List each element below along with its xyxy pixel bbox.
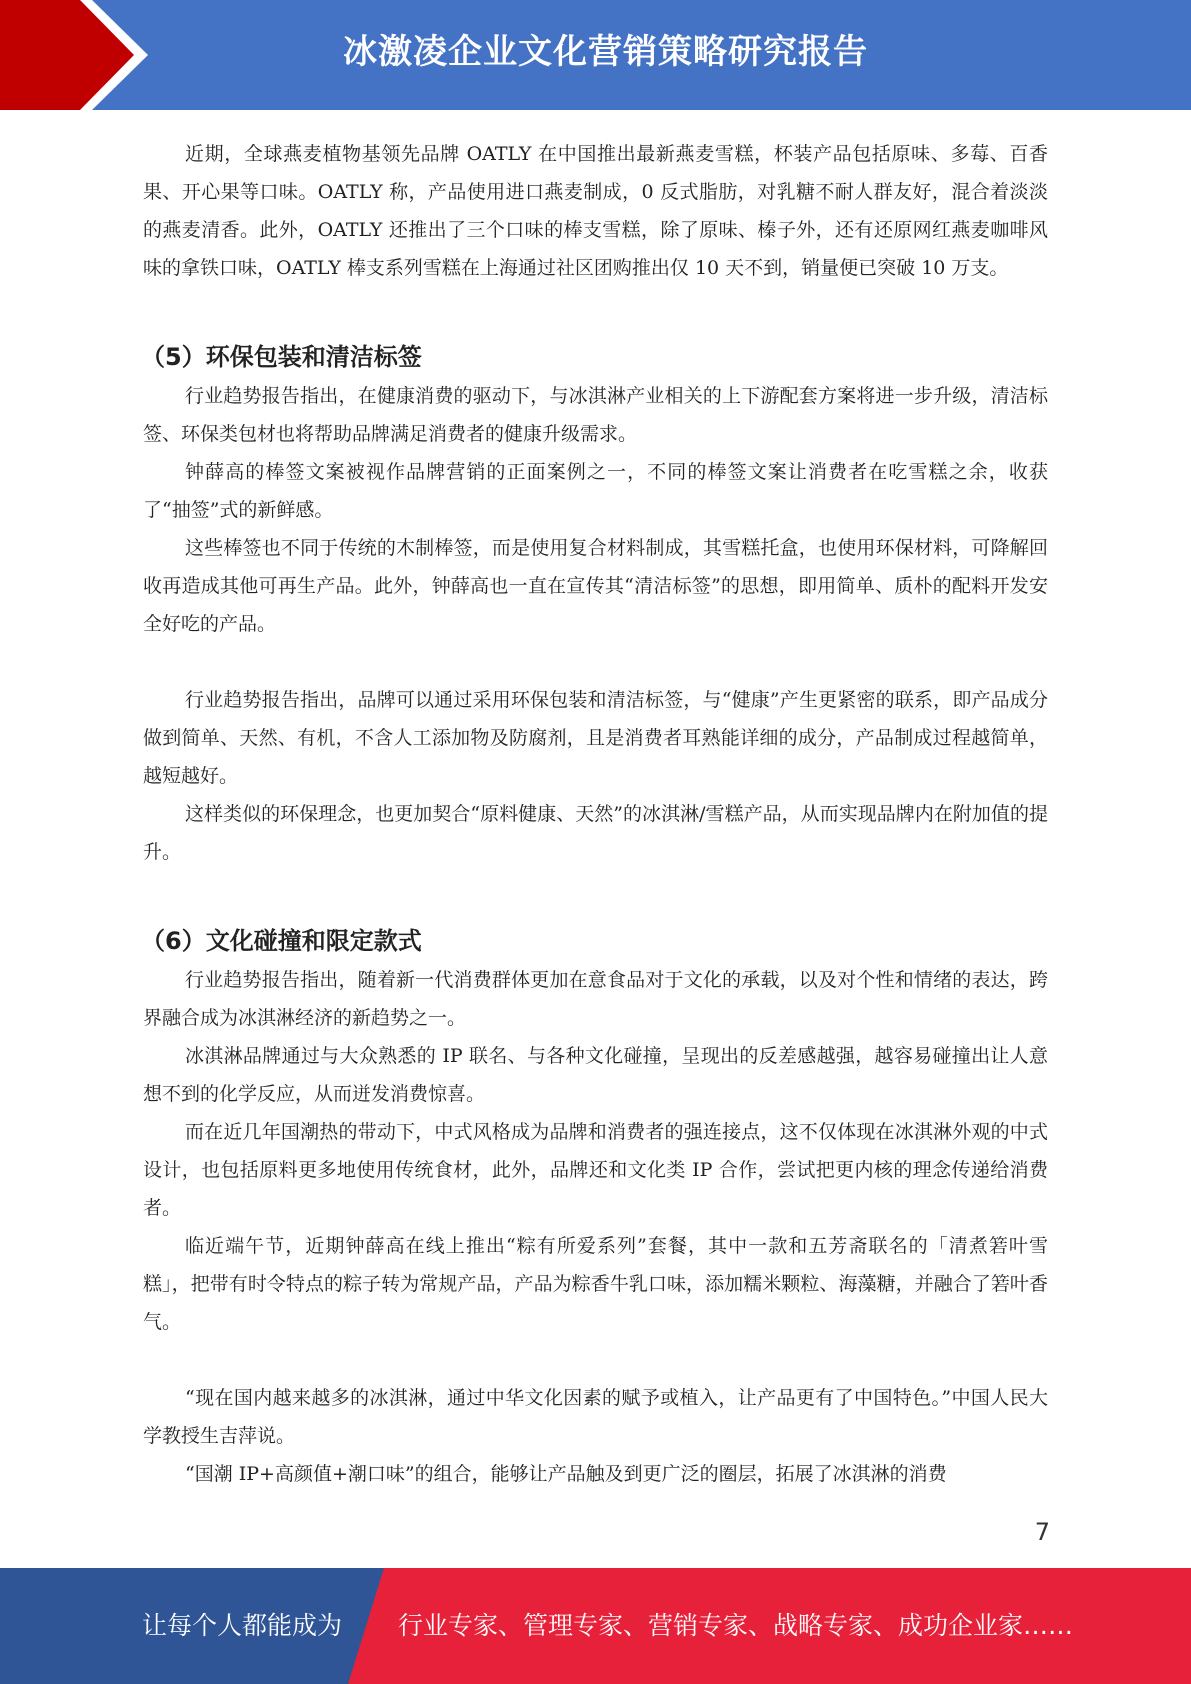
page-footer bbox=[0, 1568, 1191, 1684]
paragraph: 行业趋势报告指出，品牌可以通过采用环保包装和清洁标签，与“健康”产生更紧密的联系，即产品成分做到简单、天然、有机，不含人工添加物及防腐剂，且是消费者耳熟能详细的成分，产品制成过程越简单，越短越好。 bbox=[143, 689, 1048, 787]
paragraph: 行业趋势报告指出，随着新一代消费群体更加在意食品对于文化的承载，以及对个性和情绪的表达，跨界融合成为冰淇淋经济的新趋势之一。 bbox=[143, 969, 1048, 1029]
paragraph: 而在近几年国潮热的带动下，中式风格成为品牌和消费者的强连接点，这不仅体现在冰淇淋外观的中式设计，也包括原料更多地使用传统食材，此外，品牌还和文化类 IP 合作，尝试把更内核的理念传递给消费者。 bbox=[143, 1121, 1048, 1219]
section-heading: （6）文化碰撞和限定款式 bbox=[141, 927, 422, 955]
paragraph: 行业趋势报告指出，在健康消费的驱动下，与冰淇淋产业相关的上下游配套方案将进一步升级，清洁标签、环保类包材也将帮助品牌满足消费者的健康升级需求。 bbox=[143, 385, 1048, 445]
paragraph: 这些棒签也不同于传统的木制棒签，而是使用复合材料制成，其雪糕托盒，也使用环保材料，可降解回收再造成其他可再生产品。此外，钟薛高也一直在宣传其“清洁标签”的思想，即用简单、质朴的配料开发安全好吃的产品。 bbox=[143, 537, 1048, 635]
paragraph: 冰淇淋品牌通过与大众熟悉的 IP 联名、与各种文化碰撞，呈现出的反差感越强，越容易碰撞出让人意想不到的化学反应，从而迸发消费惊喜。 bbox=[143, 1045, 1048, 1105]
paragraph: “现在国内越来越多的冰淇淋，通过中华文化因素的赋予或植入，让产品更有了中国特色。”中国人民大学教授生吉萍说。 bbox=[143, 1387, 1048, 1447]
footer-slogan-right: 行业专家、管理专家、营销专家、战略专家、成功企业家…… bbox=[398, 1611, 1074, 1640]
page-number: 7 bbox=[1034, 1518, 1050, 1546]
footer-slogan-left: 让每个人都能成为 bbox=[142, 1611, 343, 1640]
page-header bbox=[0, 0, 1191, 110]
section-heading: （5）环保包装和清洁标签 bbox=[141, 343, 422, 371]
page-body bbox=[143, 135, 1048, 1493]
report-title: 冰激凌企业文化营销策略研究报告 bbox=[343, 32, 868, 72]
paragraph: 近期，全球燕麦植物基领先品牌 OATLY 在中国推出最新燕麦雪糕，杯装产品包括原味、多莓、百香果、开心果等口味。OATLY 称，产品使用进口燕麦制成，0 反式脂肪，对乳糖不耐人群友好，混合着淡淡的燕麦清香。此外，OATLY 还推出了三个口味的棒支雪糕，除了原味、榛子外，还有还原网红燕麦咖啡风味的拿铁口味，OATLY 棒支系列雪糕在上海通过社区团购推出仅 10 天不到，销量便已突破 10 万支。 bbox=[143, 143, 1048, 279]
paragraph: 这样类似的环保理念，也更加契合“原料健康、天然”的冰淇淋/雪糕产品，从而实现品牌内在附加值的提升。 bbox=[143, 803, 1048, 863]
paragraph: 临近端午节，近期钟薛高在线上推出“粽有所爱系列”套餐，其中一款和五芳斋联名的「清煮箬叶雪糕」，把带有时令特点的粽子转为常规产品，产品为粽香牛乳口味，添加糯米颗粒、海藻糖，并融合了箬叶香气。 bbox=[143, 1235, 1048, 1333]
paragraph: 钟薛高的棒签文案被视作品牌营销的正面案例之一，不同的棒签文案让消费者在吃雪糕之余，收获了“抽签”式的新鲜感。 bbox=[143, 461, 1048, 521]
paragraph: “国潮 IP+高颜值+潮口味”的组合，能够让产品触及到更广泛的圈层，拓展了冰淇淋的消费 bbox=[185, 1463, 947, 1485]
